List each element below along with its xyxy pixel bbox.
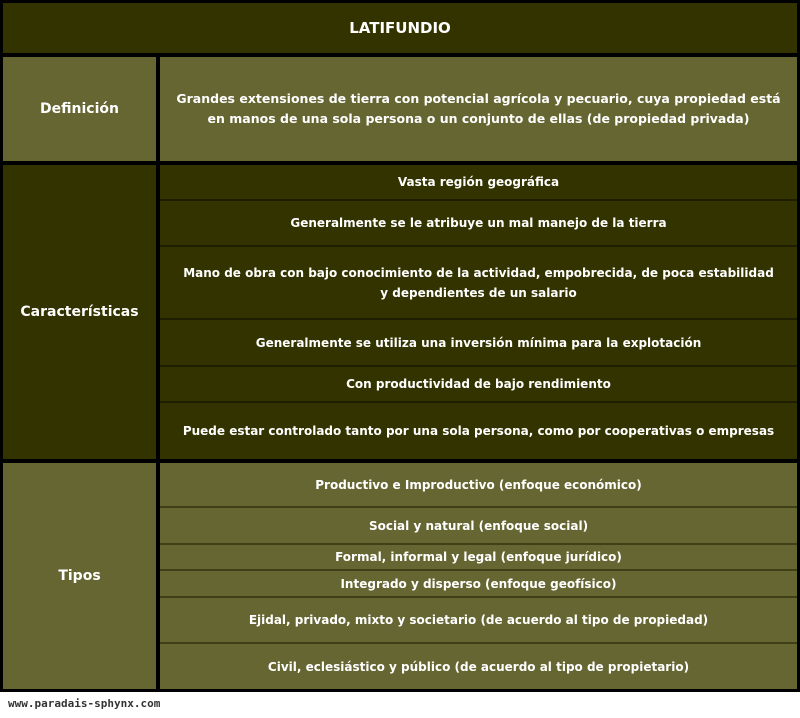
section-body (160, 165, 797, 459)
section-label: Tipos (3, 463, 156, 689)
section-tipos (3, 463, 797, 689)
section-body (160, 463, 797, 689)
list-item: Integrado y disperso (enfoque geofísico) (160, 569, 797, 596)
list-item: Mano de obra con bajo conocimiento de la actividad, empobrecida, de poca estabilidad y dependientes de un salario (160, 245, 797, 318)
list-item: Con productividad de bajo rendimiento (160, 365, 797, 401)
list-item: Social y natural (enfoque social) (160, 506, 797, 543)
list-item: Generalmente se utiliza una inversión mínima para la explotación (160, 318, 797, 365)
list-item: Productivo e Improductivo (enfoque económico) (160, 463, 797, 506)
list-item: Generalmente se le atribuye un mal manejo de la tierra (160, 199, 797, 245)
list-item: Puede estar controlado tanto por una sola persona, como por cooperativas o empresas (160, 401, 797, 459)
list-item: Vasta región geográfica (160, 165, 797, 199)
section-label: Características (3, 165, 156, 459)
section-caracteristicas (3, 165, 797, 459)
table-title: LATIFUNDIO (3, 3, 797, 53)
definition-text: Grandes extensiones de tierra con potencial agrícola y pecuario, cuya propiedad está en manos de una sola persona o un conjunto de ellas (de propiedad privada) (160, 57, 797, 161)
list-item: Civil, eclesiástico y público (de acuerdo al tipo de propietario) (160, 642, 797, 689)
section-definicion (3, 57, 797, 161)
section-label: Definición (3, 57, 156, 161)
website-link[interactable]: www.paradais-sphynx.com (8, 697, 161, 710)
list-item: Formal, informal y legal (enfoque jurídico) (160, 543, 797, 569)
section-body (160, 57, 797, 161)
list-item: Ejidal, privado, mixto y societario (de acuerdo al tipo de propiedad) (160, 596, 797, 642)
